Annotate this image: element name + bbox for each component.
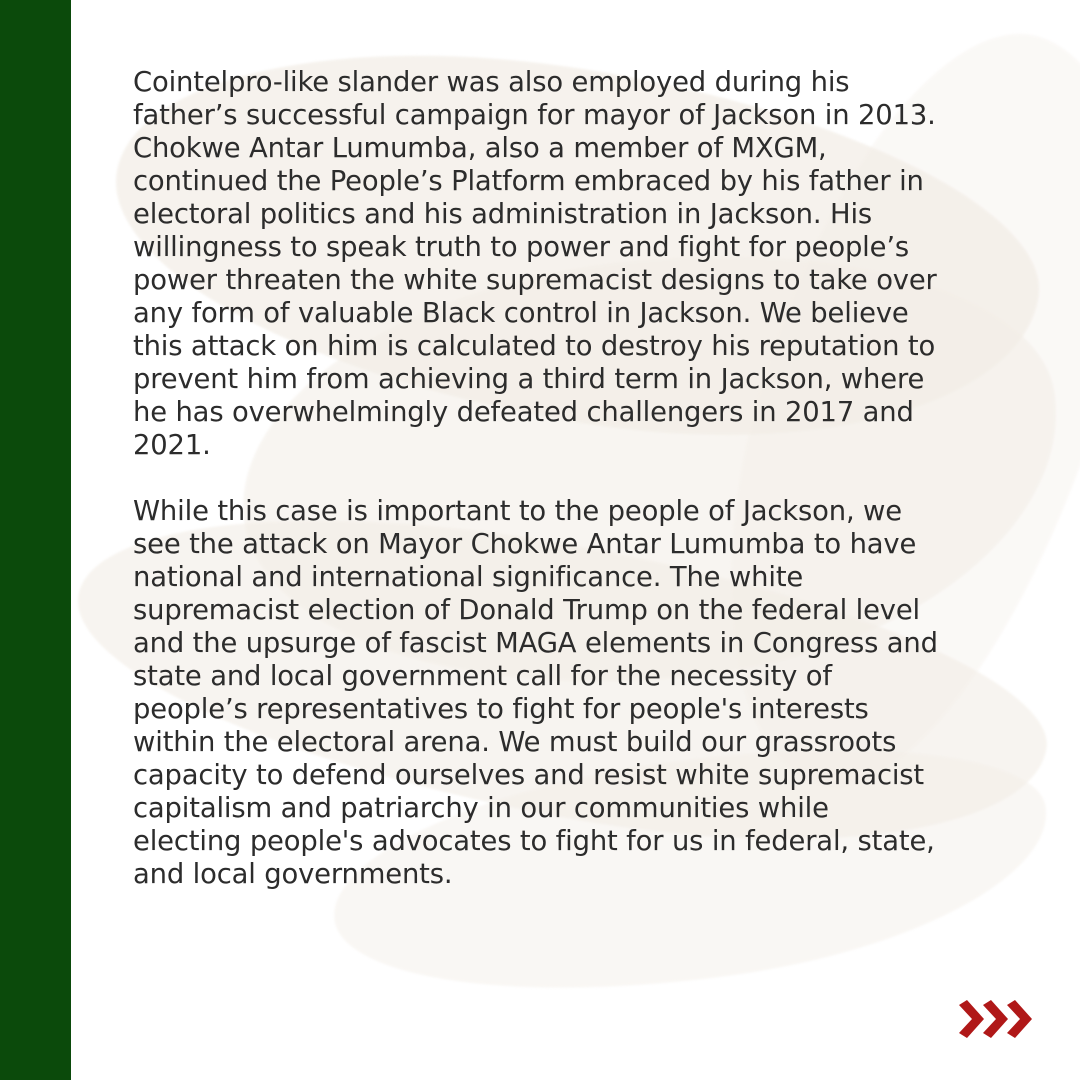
triple-chevron-right-icon xyxy=(959,1000,1033,1038)
next-slide-indicator[interactable] xyxy=(959,1000,1033,1038)
green-side-bar xyxy=(0,0,71,1080)
statement-paragraph-2: While this case is important to the people of Jackson, we see the attack on Mayor Chokwe Antar Lumumba to have national and international significance. The white supremacist election of Donald Trump on the federal level and the upsurge of fascist MAGA elements in Congress and state and local government call for the necessity of people’s representatives to fight for people's interests within the electoral arena. We must build our grassroots capacity to defend ourselves and resist white supremacist capitalism and patriarchy in our communities while electing people's advocates to fight for us in federal, state, and local governments. xyxy=(133,496,938,890)
statement-text xyxy=(133,66,1013,891)
statement-paragraph-1: Cointelpro-like slander was also employed during his father’s successful campaign for mayor of Jackson in 2013. Chokwe Antar Lumumba, also a member of MXGM, continued the People’s Platform embraced by his father in electoral politics and his administration in Jackson. His willingness to speak truth to power and fight for people’s power threaten the white supremacist designs to take over any form of valuable Black control in Jackson. We believe this attack on him is calculated to destroy his reputation to prevent him from achieving a third term in Jackson, where he has overwhelmingly defeated challengers in 2017 and 2021. xyxy=(133,67,937,461)
